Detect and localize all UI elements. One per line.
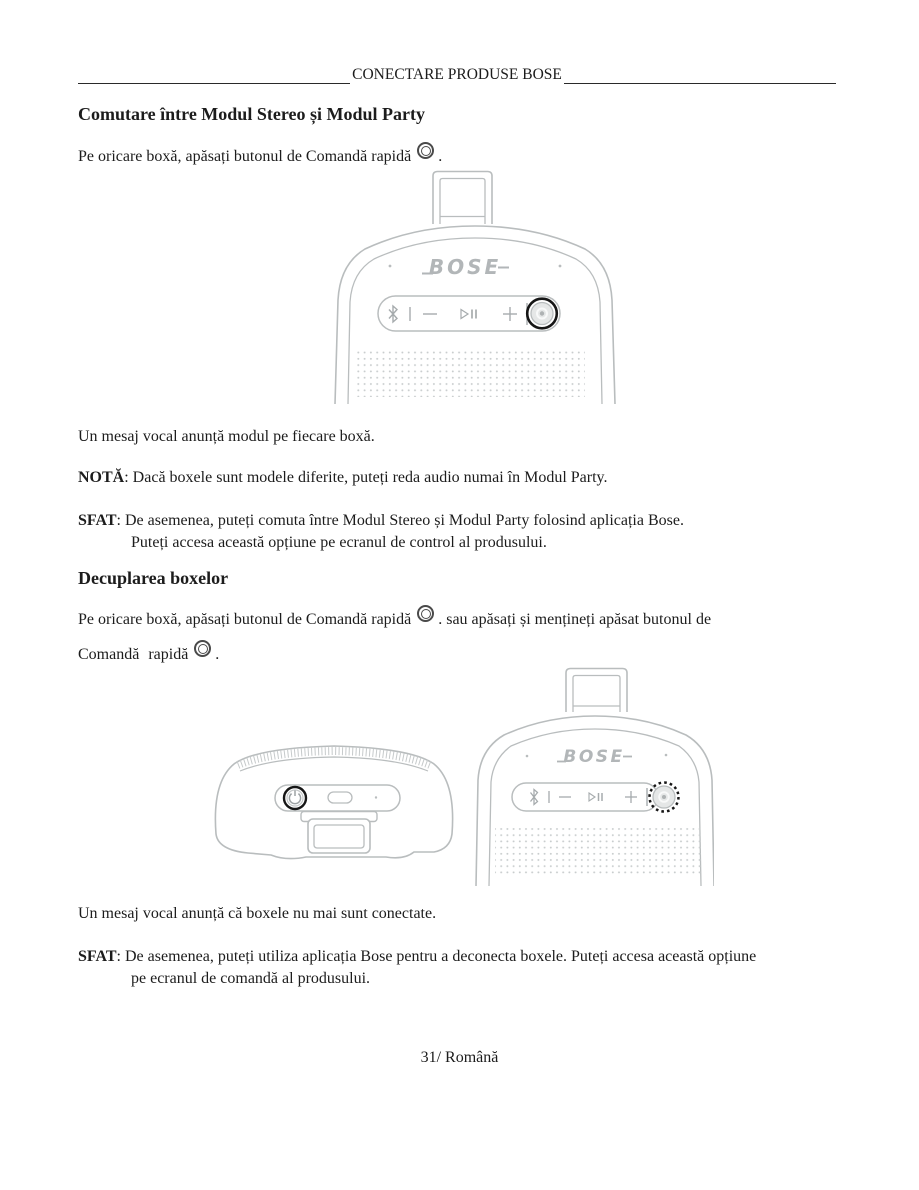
- svg-text:BOSE: BOSE: [563, 747, 625, 767]
- two-speakers-illustration: [208, 666, 714, 892]
- carry-handle: [566, 669, 627, 713]
- note-paragraph: [78, 468, 608, 488]
- section-heading-unpair: Decuplarea boxelor: [78, 568, 229, 588]
- quick-control-button-icon: [417, 605, 434, 622]
- page-header: [78, 65, 836, 84]
- section-heading-stereo-party: Comutare între Modul Stereo și Modul Party: [78, 104, 425, 124]
- tip2-line2: pe ecranul de comandă al produsului.: [131, 970, 371, 987]
- panel-dot-right: [665, 754, 668, 757]
- quick-control-button-icon: [194, 640, 211, 657]
- intro1-period: .: [438, 148, 443, 165]
- right-speaker: [476, 669, 714, 887]
- speaker-grille: [355, 349, 585, 397]
- header-rule-right: [564, 79, 836, 84]
- control-bar: [378, 296, 560, 331]
- intro-paragraph-1: [78, 142, 442, 167]
- intro-paragraph-2-line2: Comandă rapidă .: [78, 640, 219, 665]
- page-number: 31/ Română: [420, 1049, 499, 1066]
- carry-handle: [433, 172, 492, 225]
- header-title: CONECTARE PRODUSE BOSE: [352, 66, 562, 83]
- tip1-label: SFAT: [78, 512, 117, 529]
- panel-dot-left: [526, 755, 529, 758]
- tip-paragraph-2: [78, 946, 756, 990]
- svg-text:BOSE: BOSE: [428, 255, 502, 279]
- header-rule-left: [78, 79, 350, 84]
- control-bar: [512, 783, 679, 812]
- tip2-label: SFAT: [78, 948, 117, 965]
- tip-paragraph-1: [78, 510, 684, 554]
- strap-buckle: [301, 812, 377, 854]
- note-text: : Dacă boxele sunt modele diferite, puteți reda audio numai în Modul Party.: [124, 469, 608, 486]
- speaker-top-view-illustration: [325, 168, 625, 404]
- quick-control-button: [527, 299, 557, 329]
- bose-logo: [422, 255, 509, 279]
- power-button: [284, 787, 306, 809]
- quick-control-button-icon: [417, 142, 434, 159]
- panel-dot-left: [389, 265, 392, 268]
- voice-note-1: Un mesaj vocal anunță modul pe fiecare boxă.: [78, 428, 375, 445]
- voice-note-2: Un mesaj vocal anunță că boxele nu mai sunt conectate.: [78, 905, 437, 922]
- tip1-line1: SFAT: De asemenea, puteți comuta între Modul Stereo și Modul Party folosind aplicația Bose.: [78, 512, 684, 529]
- tip1-line2: Puteți accesa această opțiune pe ecranul de control al produsului.: [131, 534, 547, 551]
- bose-logo: [557, 747, 632, 767]
- panel-dot-right: [559, 265, 562, 268]
- status-dot: [375, 796, 377, 798]
- intro1-text: Pe oricare boxă, apăsați butonul de Comandă rapidă: [78, 148, 412, 165]
- intro-paragraph-2-line1: Pe oricare boxă, apăsați butonul de Comandă rapidă . sau apăsați și mențineți apăsat butonul de: [78, 605, 711, 630]
- tip2-line1: SFAT: De asemenea, puteți utiliza aplicația Bose pentru a deconecta boxele. Puteți accesa această opțiune: [78, 948, 757, 965]
- left-speaker: [215, 746, 452, 859]
- speaker-grille: [495, 828, 701, 874]
- note-label: NOTĂ: [78, 469, 125, 486]
